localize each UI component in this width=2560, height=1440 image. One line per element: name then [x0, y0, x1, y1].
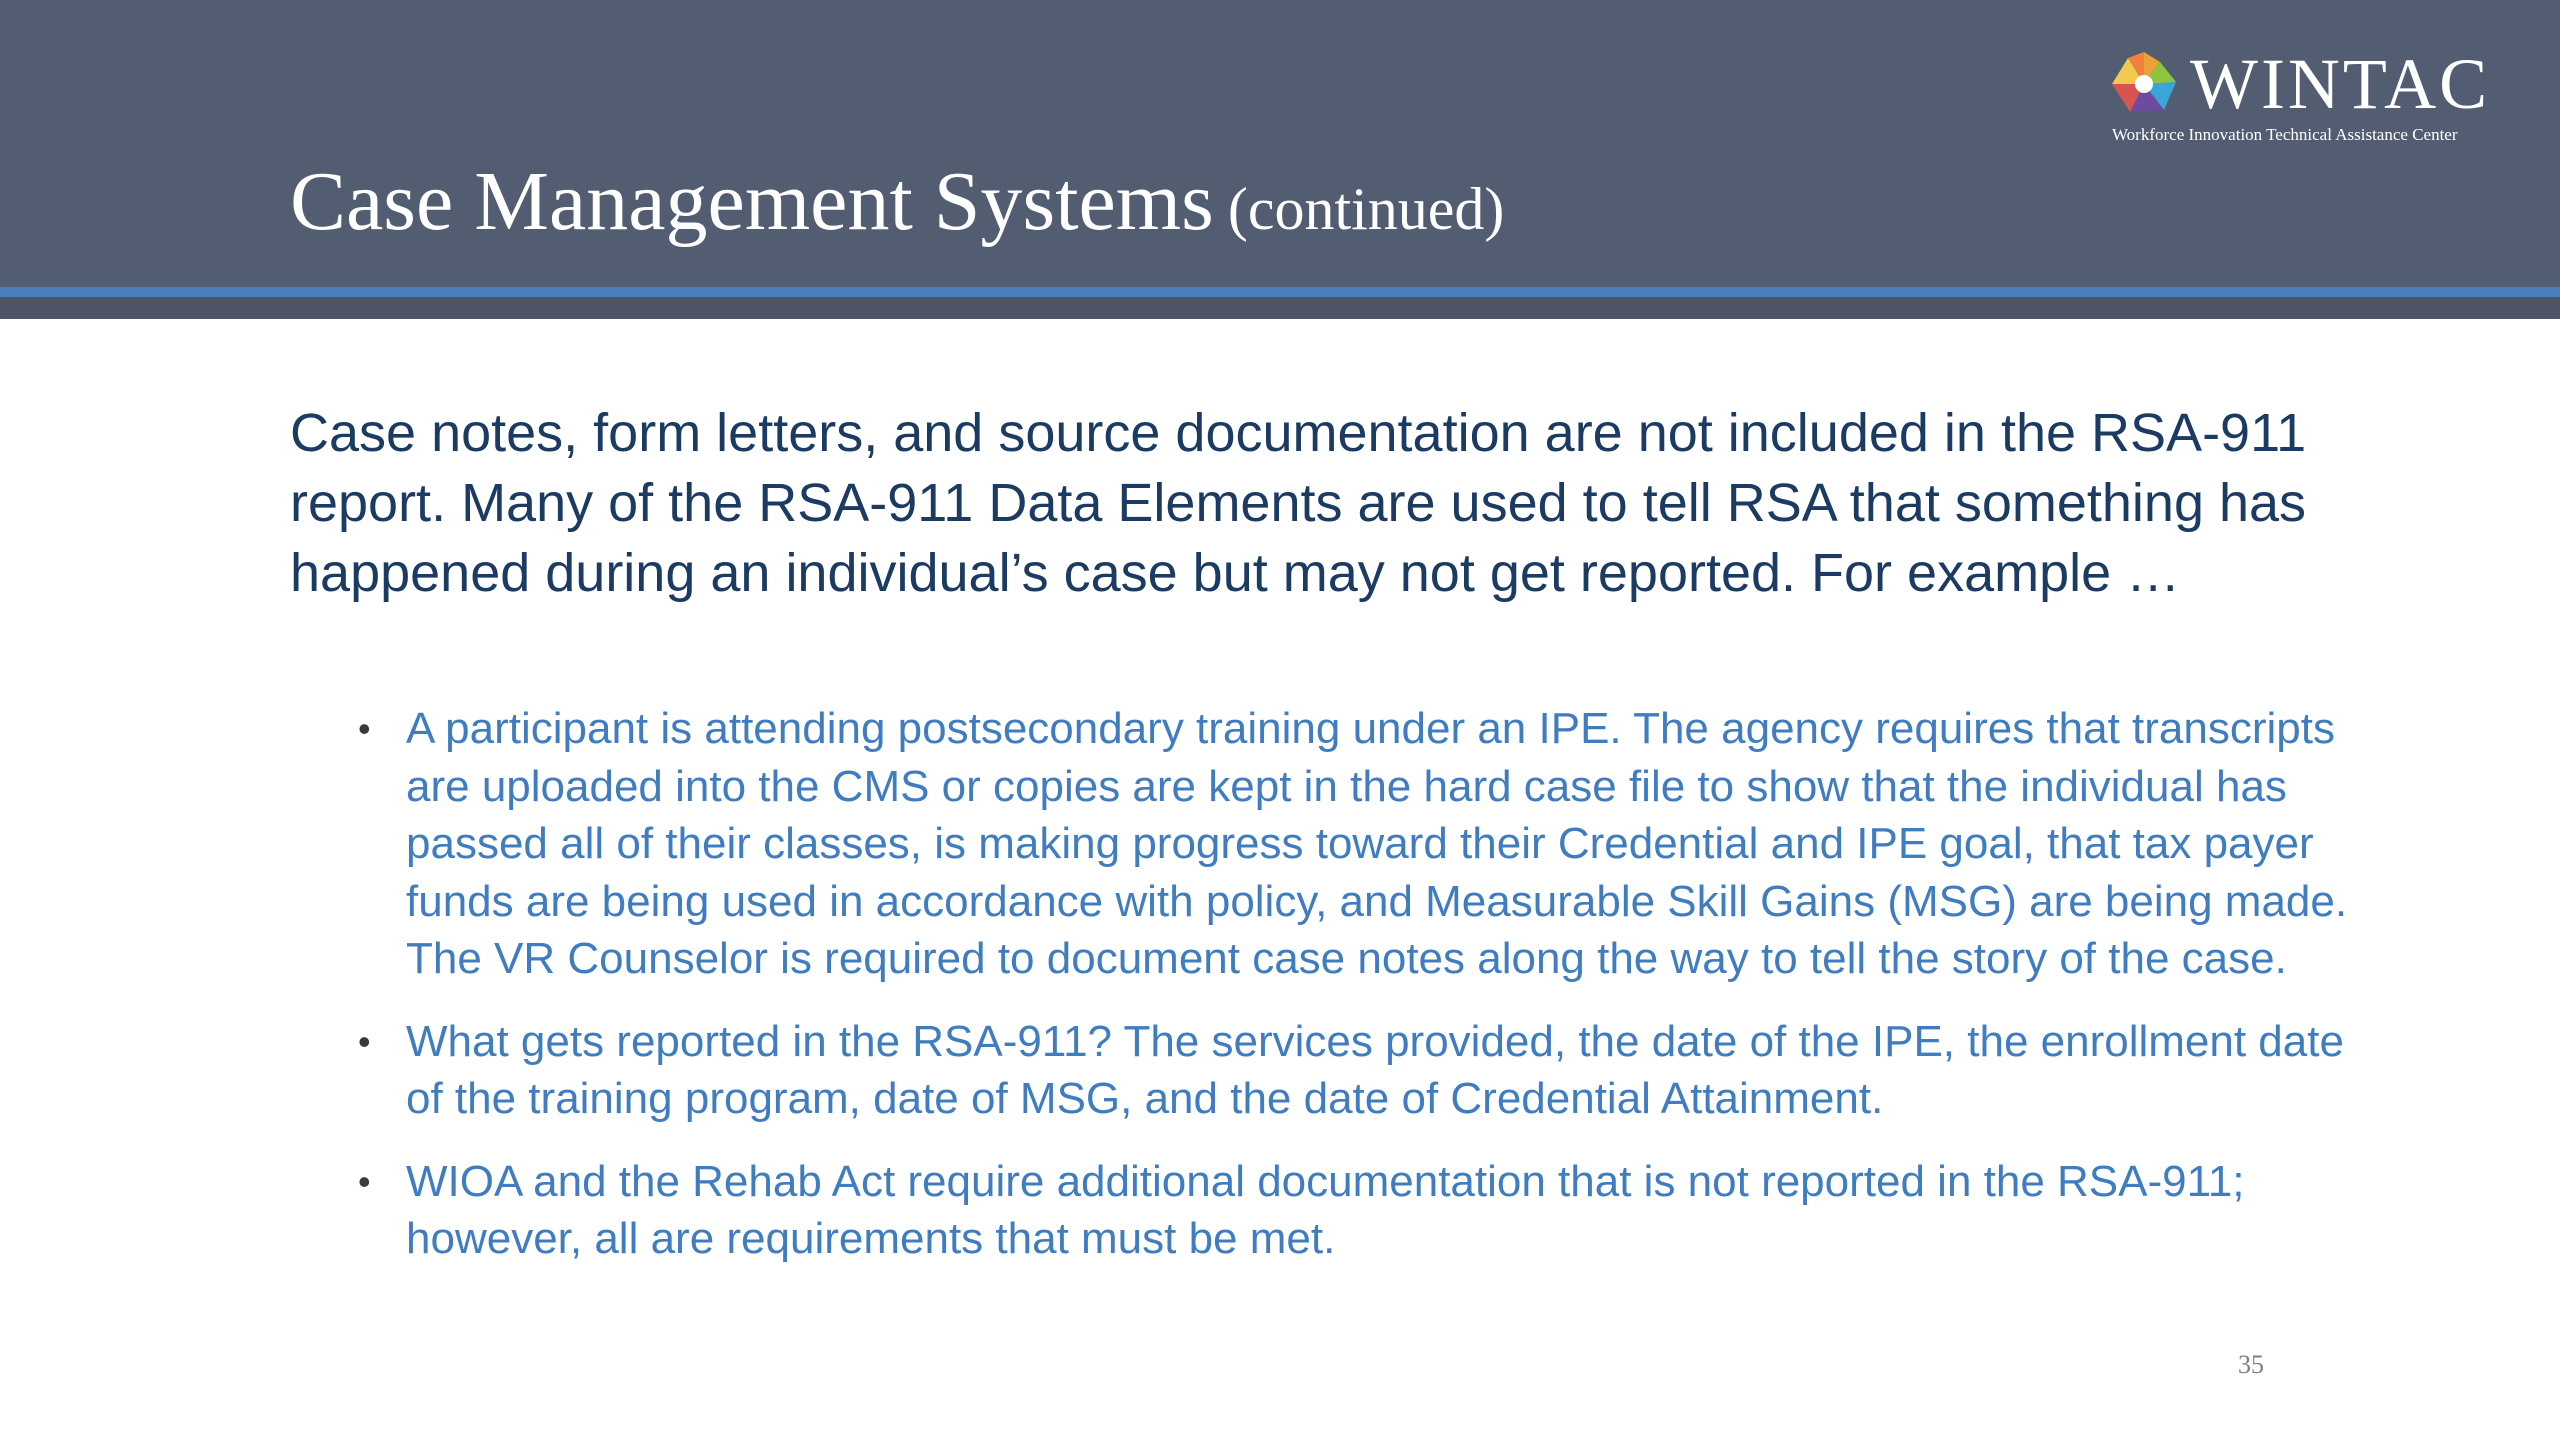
wintac-tagline: Workforce Innovation Technical Assistance Center [2112, 125, 2458, 144]
bullet-text: What gets reported in the RSA-911? The services provided, the date of the IPE, the enrollment date of the training program, date of MSG, and the date of Credential Attainment. [406, 1016, 2344, 1123]
bullet-text: A participant is attending postsecondary training under an IPE. The agency requires that transcripts are uploaded into the CMS or copies are kept in the hard case file to show that the individual has passed all of their classes, is making progress toward their Credential and IPE goal, that tax payer funds are being used in accordance with policy, and Measurable Skill Gains (MSG) are being made. The VR Counselor is required to document case notes along the way to tell the story of the case. [406, 704, 2348, 983]
bullet-item [350, 700, 2390, 988]
slide-title-main: Case Management Systems [290, 155, 1214, 248]
wintac-wordmark: WINTAC [2190, 44, 2491, 124]
bullet-item [350, 1153, 2390, 1268]
bullet-text: WIOA and the Rehab Act require additional documentation that is not reported in the RSA-911; however, all are requirements that must be met. [406, 1156, 2245, 1263]
bullet-marker: • [358, 1020, 371, 1062]
header-divider-stripe [0, 297, 2560, 319]
slide-title [290, 155, 1505, 248]
bullet-list [350, 700, 2390, 1293]
slide-title-suffix: (continued) [1227, 176, 1505, 242]
header-accent-stripe [0, 287, 2560, 297]
intro-paragraph: Case notes, form letters, and source documentation are not included in the RSA-911 report. Many of the RSA-911 Data Elements are used to tell RSA that something has happened during an individual’s case but may not get reported. For example … [290, 403, 2307, 603]
bullet-item [350, 1013, 2390, 1128]
bullet-marker: • [358, 1160, 371, 1202]
bullet-marker: • [358, 708, 371, 749]
wintac-logo-icon [2108, 48, 2180, 120]
page-number: 35 [2238, 1350, 2264, 1379]
